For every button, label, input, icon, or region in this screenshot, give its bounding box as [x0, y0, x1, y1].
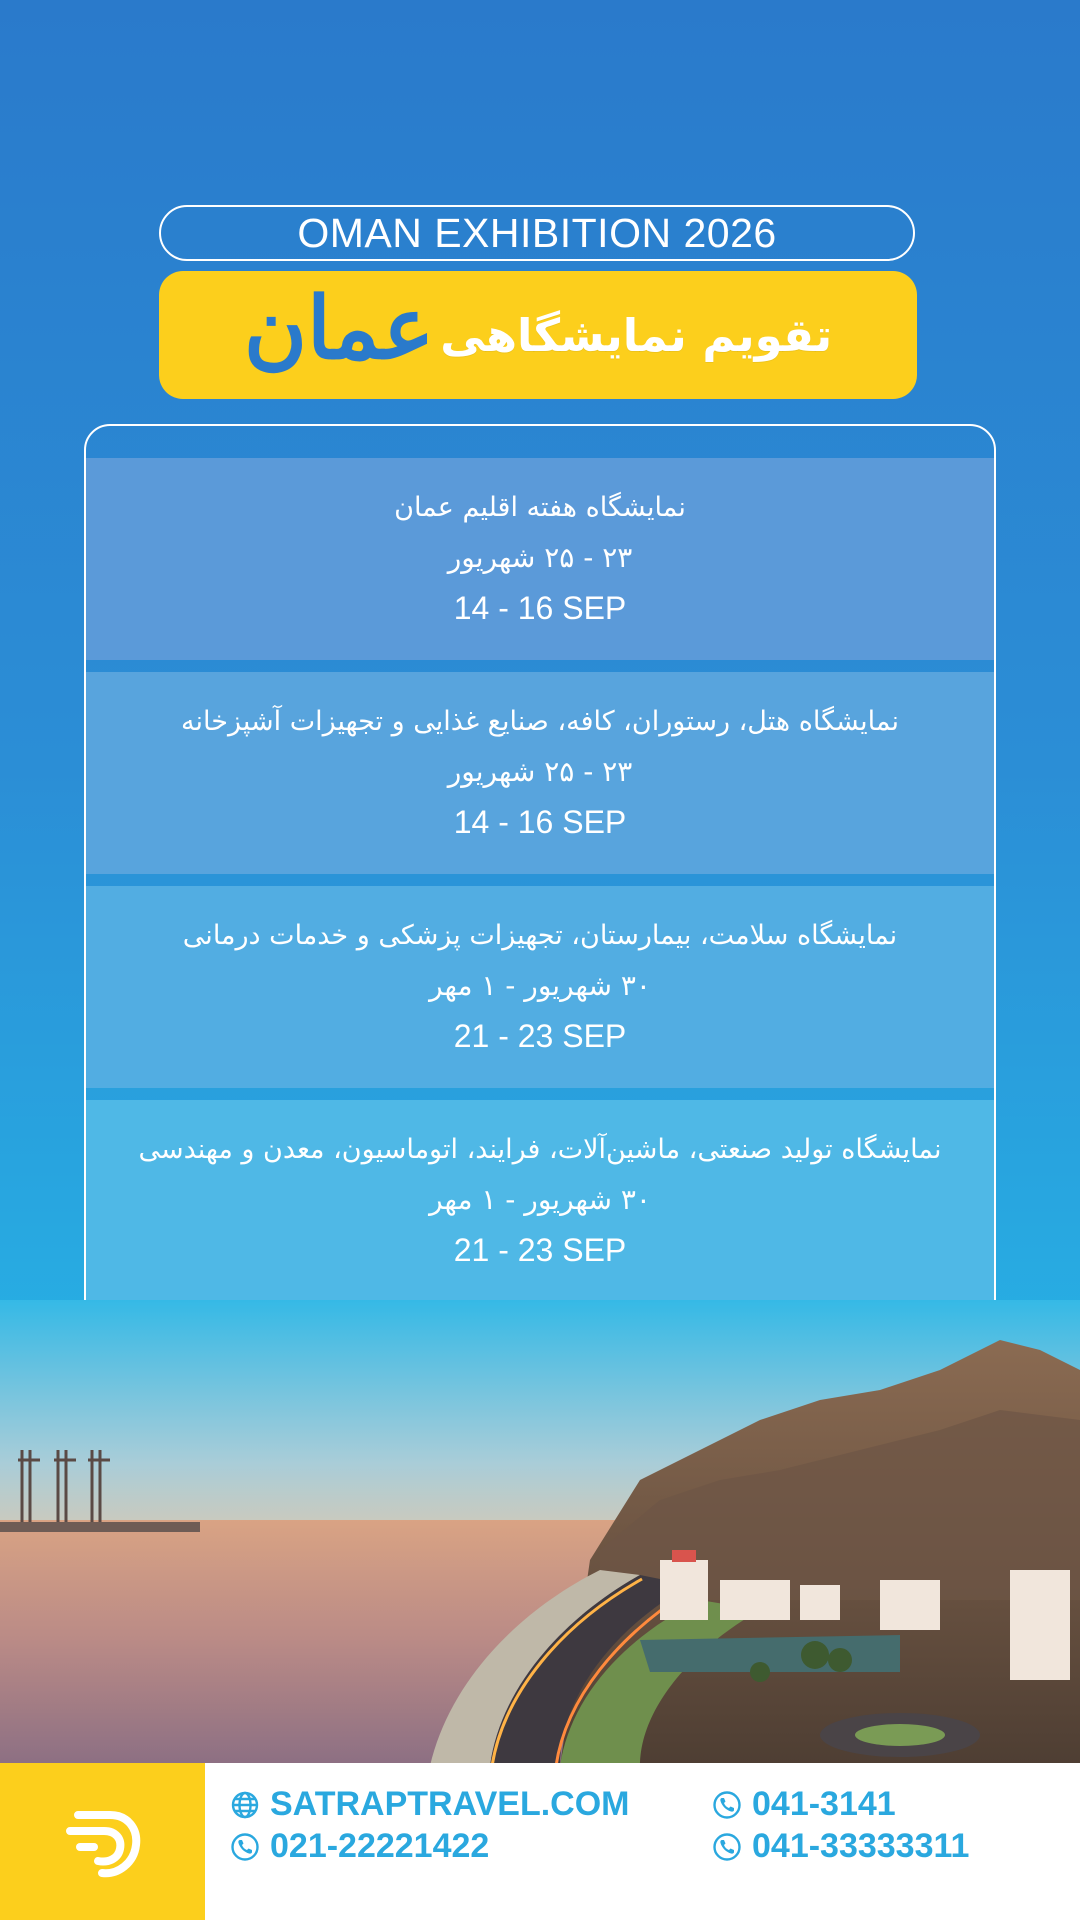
exhibition-title	[159, 205, 915, 261]
phone-link[interactable]	[712, 1827, 969, 1866]
exhibition-name: نمایشگاه هفته اقلیم عمان	[394, 491, 686, 523]
phone-icon	[230, 1832, 260, 1862]
exhibition-item	[86, 886, 994, 1088]
muscat-coastline-photo	[0, 1300, 1080, 1766]
exhibition-date-persian: ۳۰ شهریور - ۱ مهر	[429, 1182, 651, 1216]
exhibition-name: نمایشگاه هتل، رستوران، کافه، صنایع غذایی و تجهیزات آشپزخانه	[181, 705, 899, 737]
phone-text: 021-22221422	[270, 1827, 490, 1865]
exhibition-date-english: 14 - 16 SEP	[453, 803, 627, 840]
exhibition-date-persian: ۳۰ شهریور - ۱ مهر	[429, 968, 651, 1002]
website-text: SATRAPTRAVEL.COM	[270, 1785, 630, 1823]
phone-text: 041-3141	[752, 1785, 896, 1823]
exhibitions-card	[84, 424, 996, 1360]
phone-link[interactable]	[712, 1785, 896, 1824]
exhibition-item	[86, 1100, 994, 1302]
exhibition-date-persian: ۲۳ - ۲۵ شهریور	[447, 754, 633, 788]
globe-icon	[230, 1790, 260, 1820]
satrap-logo-icon	[58, 1795, 148, 1889]
exhibition-date-english: 21 - 23 SEP	[453, 1017, 627, 1054]
phone-text: 041-33333311	[752, 1827, 970, 1865]
exhibition-date-english: 14 - 16 SEP	[453, 589, 627, 626]
satrap-logo	[0, 1763, 205, 1920]
contact-footer	[0, 1763, 1080, 1920]
exhibition-date-english: 21 - 23 SEP	[453, 1231, 627, 1268]
exhibition-name: نمایشگاه سلامت، بیمارستان، تجهیزات پزشکی و خدمات درمانی	[182, 919, 898, 951]
banner-title: تقویم نمایشگاهی	[440, 308, 833, 362]
phone-icon	[712, 1832, 742, 1862]
exhibition-item	[86, 458, 994, 660]
exhibition-name: نمایشگاه تولید صنعتی، ماشین‌آلات، فرایند، اتوماسیون، معدن و مهندسی	[138, 1133, 942, 1165]
website-link[interactable]	[230, 1785, 630, 1824]
exhibition-item	[86, 672, 994, 874]
phone-link[interactable]	[230, 1827, 489, 1866]
exhibition-date-persian: ۲۳ - ۲۵ شهریور	[447, 540, 633, 574]
calendar-banner	[159, 271, 917, 399]
exhibition-title-text: OMAN EXHIBITION 2026	[297, 209, 777, 256]
banner-oman-word: عمان	[243, 278, 435, 379]
phone-icon	[712, 1790, 742, 1820]
